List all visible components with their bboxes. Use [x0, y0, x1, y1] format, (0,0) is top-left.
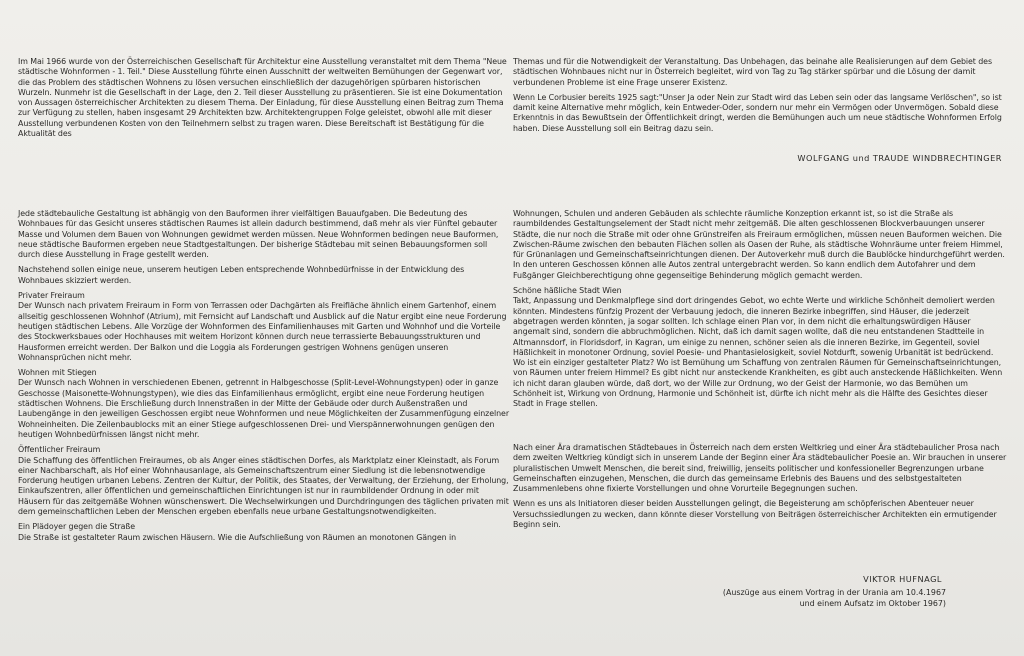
main-left-column [18, 209, 510, 548]
source-line: (Auszüge aus einem Vortrag in der Urania am 10.4.1967 [722, 588, 946, 597]
signature-hufnagl: VIKTOR HUFNAGL [863, 574, 942, 584]
source-note [723, 588, 946, 609]
paragraph: Der Wunsch nach Wohnen in verschiedenen Ebenen, getrennt in Halbgeschosse (Split-Level-Wohnungstypen) oder in ganze Geschosse (Maisonette-Wohnungstypen), wie dies das Einfamilienhaus ermöglicht, ergibt eine neue Forderung heutigen städtischen Wohnens. Die Erschließung durch Innenstraßen in der Mitte der Gebäude oder durch Außenstraßen und Laubengänge in den jeweiligen Geschossen ergibt neue Wohnformen und neue Möglichkeiten der Zusammenfügung einzelner Wohneinheiten. Die Zeilenbaublocks mit an einer Stiege aufgeschlossenen Drei- und Vierspännerwohnungen genügen den heutigen Wohnbedürfnissen längst nicht mehr. [18, 378, 509, 439]
paragraph: Der Wunsch nach privatem Freiraum in Form von Terrassen oder Dachgärten als Freifläche ähnlich einem Gartenhof, einem allseitig geschlossenen Wohnhof (Atrium), mit Fernsicht auf Landschaft und Ausblick auf die Natur ergibt eine neue Forderung heutigen städtischen Lebens. Alle Vorzüge der Wohnformen des Einfamilienhauses mit Garten und Wohnhof und die Vorteile des Stockwerksbaues oder Hochhauses mit weitem Horizont können durch neue terrassierte Bebauungsstrukturen und Hausformen erreicht werden. Der Balkon und die Loggia als Forderungen gestrigen Wohnens genügen unseren Wohnansprüchen nicht mehr. [18, 301, 507, 362]
paragraph: Wenn es uns als Initiatoren dieser beiden Ausstellungen gelingt, die Begeisterung am schöpferischen Abenteuer neuer Versuchssiedlungen zu wecken, dann könnte dieser Vorstellung von Beiträgen österreichischer Architekten ein ermutigender Beginn sein. [513, 499, 997, 530]
paragraph: Jede städtebauliche Gestaltung ist abhängig von den Bauformen ihrer vielfältigen Bauaufgaben. Die Bedeutung des Wohnbaues für das Gesicht unseres städtischen Raumes ist allein dadurch bestimmend, daß mehr als vier Fünftel gebauter Masse und Volumen dem Bauen von Wohnungen gewidmet werden müssen. Neue Wohnformen bedingen neue Bauformen, neue städtische Bauformen ergeben neue Stadtgestaltungen. Der bisherige Städtebau mit seinen Bebauungsformen soll durch diese Ausstellung in Frage gestellt werden. [18, 209, 499, 260]
intro-right-column [513, 57, 1007, 139]
intro-paragraph: Im Mai 1966 wurde von der Österreichischen Gesellschaft für Architektur eine Ausstellung veranstaltet mit dem Thema "Neue städtische Wohnformen - 1. Teil." Diese Ausstellung führte einen Ausschnitt der weltweiten Bemühungen der Gegenwart vor, die das Problem des städtischen Wohnens zu lösen versuchen einschließlich der dazugehörigen spürbaren historischen Wurzeln. Nunmehr ist die Gesellschaft in der Lage, den 2. Teil dieser Ausstellung zu präsentieren. Sie ist eine Dokumentation von Aussagen österreichischer Architekten zu diesem Thema. Der Einladung, für diese Ausstellung einen Beitrag zum Thema zur Verfügung zu stellen, haben insgesamt 29 Architekten bzw. Architektengruppen Folge geleistet, obwohl alle mit dieser Ausstellung verbundenen Kosten von den Teilnehmern selbst zu tragen waren. Diese Bereitschaft ist Bestätigung für die Aktualität des [18, 57, 507, 139]
intro-left-column [18, 57, 510, 144]
paragraph: Wohnungen, Schulen und anderen Gebäuden als schlechte räumliche Konzeption erkannt ist, so ist die Straße als raumbildendes Gestaltungselement der Stadt nicht mehr zeitgemäß. Die alten geschlossenen Blockverbauungen unserer Städte, die nur noch die Straße mit oder ohne Grünstreifen als Freiraum ermöglichen, müssen neuen Bauformen weichen. Die Zwischen-Räume zwischen den bebauten Flächen sollen als Oasen der Ruhe, als städtische Wohnräume unter freiem Himmel, für Grünanlagen und Gemeinschaftseinrichtungen dienen. Der Autoverkehr muß durch die Baublöcke hindurchgeführt werden. In den unteren Geschossen können alle Autos zentral untergebracht werden. So kann endlich dem Autofahrer und dem Fußgänger Gleichberechtigung ohne gegenseitige Behinderung möglich gemacht werden. [513, 209, 1005, 280]
source-line: und einem Aufsatz im Oktober 1967) [799, 598, 946, 608]
paragraph: Die Straße ist gestalteter Raum zwischen Häusern. Wie die Aufschließung von Räumen an monotonen Gängen in [18, 532, 456, 542]
section-heading: Privater Freiraum [18, 291, 85, 301]
paragraph: Die Schaffung des öffentlichen Freiraumes, ob als Anger eines städtischen Dorfes, als Marktplatz einer Kleinstadt, als Forum einer Nachbarschaft, als Hof einer Wohnhausanlage, als Gemeinschaftszentrum einer Siedlung ist die lebensnotwendige Forderung heutigen urbanen Lebens. Zentren der Kultur, der Politik, des Staates, der Verwaltung, der Erziehung, der Erholung, Einkaufszentren, aller öffentlichen und gemeinschaftlichen Einrichtungen ist nur in raumbildender Ordnung in oder mit Häusern für das zeitgemäße Wohnen wünschenswert. Die Wechselwirkungen und Durchdringungen des täglichen privaten mit dem gemeinschaftlichen Leben der Menschen ergeben ebenfalls neue urbane Gestaltungsnotwendigkeiten. [18, 455, 509, 517]
signature-windbrechtinger: WOLFGANG und TRAUDE WINDBRECHTINGER [797, 153, 1002, 163]
intro-paragraph: Wenn Le Corbusier bereits 1925 sagt:"Unser Ja oder Nein zur Stadt wird das Leben sein oder das langsame Verlöschen", so ist damit keine Alternative mehr möglich, kein Entweder-Oder, sondern nur mehr ein Vermögen oder Unvermögen. Sobald diese Erkenntnis in das Bewußtsein der Öffentlichkeit dringt, werden die Bemühungen auch um neue städtische Wohnformen Erfolg haben. Diese Ausstellung soll ein Beitrag dazu sein. [513, 92, 1002, 133]
paragraph: Takt, Anpassung und Denkmalpflege sind dort dringendes Gebot, wo echte Werte und wirkliche Schönheit demoliert werden könnten. Mindestens fünfzig Prozent der Verbauung jedoch, die inneren Bezirke inbegriffen, sind Häuser, die jederzeit abgetragen werden könnten, ja sogar sollten. Ich schlage einen Plan vor, in dem nicht die erhaltungswürdigen Häuser angemalt sind, sondern die abbruchmöglichen. Nicht, daß ich damit sagen wollte, daß die neu entstandenen Stadtteile in Altmannsdorf, in Floridsdorf, in Kagran, um einige zu nennen, schöner seien als die inneren Bezirke, im Gegenteil, soviel Häßlichkeit in monotoner Ordnung, soviel Poesie- und Phantasielosigkeit, soviel Notdurft, sowenig Urbanität ist bedrückend. Wo ist ein einziger gestalteter Platz? Wo ist Bemühung um Schaffung von zentralen Räumen für Gemeinschaftseinrichtungen, von Räumen unter freiem Himmel? Es gibt nicht nur ansteckende Krankheiten, es gibt auch ansteckende Häßlichkeiten. Wenn ich nicht daran glauben würde, daß dort, wo der Wille zur Ordnung, wo der Geist der Harmonie, wo das Bemühen um Schönheit ist, Wirkung von Ordnung, Harmonie und Schönheit ist, dürfte ich nicht mehr als die Hälfte des Gesichtes dieser Stadt in Frage stellen. [513, 296, 1003, 409]
paragraph: Nach einer Ära dramatischen Städtebaues in Österreich nach dem ersten Weltkrieg und einer Ära städtebaulicher Prosa nach dem zweiten Weltkrieg kündigt sich in unserem Lande der Beginn einer Ära städtebaulicher Poesie an. Wir brauchen in unserer pluralistischen Umwelt Menschen, die bereit sind, freiwillig, jenseits politischer und konfessioneller Begrenzungen urbane Gemeinschaften einzugehen, Menschen, die durch das gemeinsame Erlebnis des Bauens und des selbstgestalteten Zusammenlebens ohne fixierte Vorstellungen und ohne Vorurteile Begegnungen suchen. [513, 443, 1007, 494]
intro-paragraph: Themas und für die Notwendigkeit der Veranstaltung. Das Unbehagen, das beinahe alle Realisierungen auf dem Gebiet des städtischen Wohnbaues nicht nur in Österreich begleitet, wird von Tag zu Tag stärker spürbar und die Lösung der damit verbundenen Probleme ist eine Frage unserer Existenz. [513, 57, 992, 87]
section-heading: Schöne häßliche Stadt Wien [513, 286, 622, 296]
paragraph: Nachstehend sollen einige neue, unserem heutigen Leben entsprechende Wohnbedürfnisse in der Entwicklung des Wohnbaues skizziert werden. [18, 265, 465, 285]
section-heading: Wohnen mit Stiegen [18, 368, 97, 378]
main-right-column [513, 209, 1007, 415]
section-heading: Ein Plädoyer gegen die Straße [18, 522, 136, 532]
section-heading: Öffentlicher Freiraum [18, 445, 101, 455]
closing-right-column [513, 443, 1007, 535]
